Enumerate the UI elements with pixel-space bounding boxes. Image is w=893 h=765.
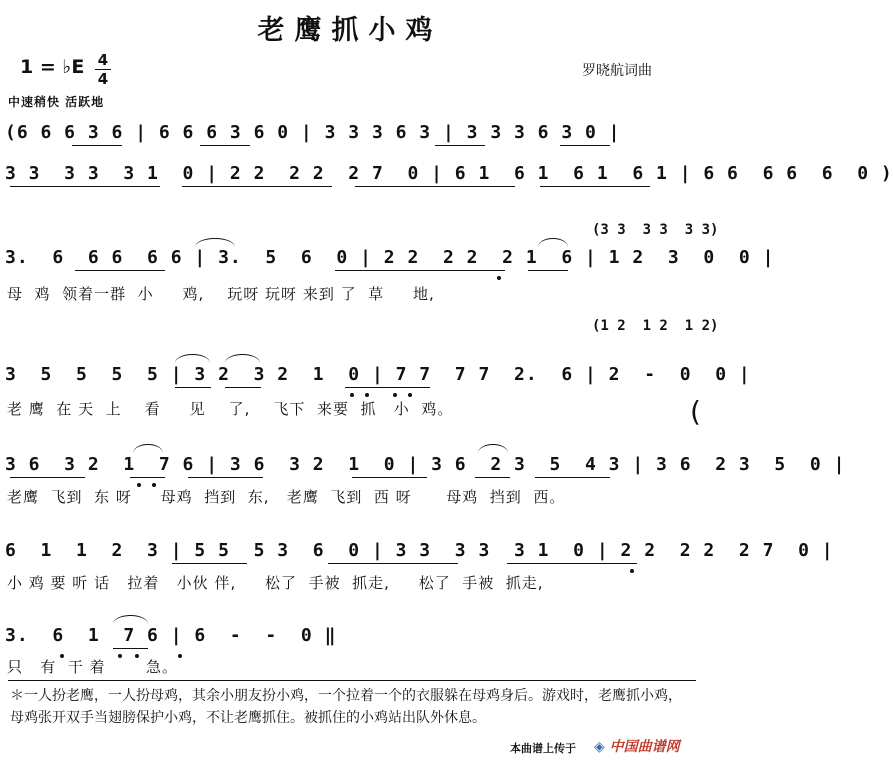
notation-line-7: 3. 6 1 7 6 | 6 - - 0 ‖ <box>5 625 337 646</box>
notation-line-4: 3 5 5 5 5 | 3 2 3 2 1 0 | 7 7 7 7 2. 6 | 2 - 0 0 | <box>5 364 751 385</box>
beam <box>10 477 85 478</box>
slur <box>225 354 260 363</box>
tempo-marking: 中速稍快 活跃地 <box>8 95 105 109</box>
beam <box>535 477 610 478</box>
bracket-mark: ( <box>690 395 701 428</box>
song-title: 老鹰抓小鸡 <box>257 15 443 46</box>
slur <box>133 444 163 453</box>
notation-line-6: 6 1 1 2 3 | 5 5 5 3 6 0 | 3 3 3 3 3 1 0 | 2 2 2 2 2 7 0 | <box>5 540 834 561</box>
notation-line-5: 3 6 3 2 1 7 6 | 3 6 3 2 1 0 | 3 6 2 3 5 4 3 | 3 6 2 3 5 0 | <box>5 454 846 475</box>
slur <box>113 615 148 624</box>
key-signature: 1 = ♭E <box>20 56 85 78</box>
beam <box>475 477 510 478</box>
low-octave-dot <box>497 276 501 280</box>
logo-mark-icon: ◈ <box>594 739 605 755</box>
beam <box>528 270 568 271</box>
lyrics-line-3: 母 鸡 领着一群 小 鸡, 玩呀 玩呀 来到 了 草 地, <box>7 285 435 303</box>
beam <box>328 563 458 564</box>
beam <box>225 387 261 388</box>
beam <box>560 145 610 146</box>
beam <box>507 563 637 564</box>
notation-line-3: 3. 6 6 6 6 6 | 3. 5 6 0 | 2 2 2 2 2 1 6 | 1 2 3 0 0 | <box>5 247 775 268</box>
notation-line-1: (6 6 6 3 6 | 6 6 6 3 6 0 | 3 3 3 6 3 | 3 3 3 6 3 0 | <box>5 122 621 143</box>
low-octave-dot <box>350 393 354 397</box>
beam <box>10 186 160 187</box>
beam <box>172 563 247 564</box>
lyrics-line-5: 老鹰 飞到 东 呀 母鸡 挡到 东, 老鹰 飞到 西 呀 母鸡 挡到 西。 <box>7 488 566 506</box>
beam <box>355 186 515 187</box>
beam <box>182 186 332 187</box>
footnote-text: ＊一人扮老鹰，一人扮母鸡，其余小朋友扮小鸡，一个拉着一个的衣服躲在母鸡身后。游戏时，老鹰抓小鸡，母鸡张开双手当翅膀保护小鸡，不让老鹰抓住。被抓住的小鸡站出队外休息。 <box>10 688 682 726</box>
beam <box>345 387 430 388</box>
grace-notes-line-3: (3 3 3 3 3 3) <box>592 222 719 238</box>
time-signature-top: 4 <box>97 51 109 69</box>
low-octave-dot <box>365 393 369 397</box>
slur <box>175 354 210 363</box>
time-signature <box>95 52 111 87</box>
lyrics-line-6: 小 鸡 要 听 话 拉着 小伙 伴, 松了 手被 抓走, 松了 手被 抓走, <box>7 574 544 592</box>
slur <box>195 238 235 247</box>
site-logo <box>594 736 680 756</box>
beam <box>75 270 165 271</box>
low-octave-dot <box>393 393 397 397</box>
source-note: 本曲谱上传于 <box>510 742 576 755</box>
lyrics-line-7: 只 有 干 着 急。 <box>7 658 178 676</box>
slur <box>478 444 508 453</box>
beam <box>175 387 211 388</box>
logo-text: 中国曲谱网 <box>609 739 680 755</box>
beam <box>435 145 485 146</box>
beam <box>72 145 122 146</box>
beam <box>188 477 263 478</box>
lyrics-line-4: 老 鹰 在 天 上 看 见 了, 飞下 来要 抓 小 鸡。 <box>7 400 454 418</box>
notation-line-2: 3 3 3 3 3 1 0 | 2 2 2 2 2 7 0 | 6 1 6 1 6 1 6 1 | 6 6 6 6 6 0 ) <box>5 163 893 184</box>
grace-notes-line-4: (1 2 1 2 1 2) <box>592 318 719 334</box>
low-octave-dot <box>408 393 412 397</box>
time-signature-bottom: 4 <box>97 70 109 88</box>
beam <box>540 186 650 187</box>
beam <box>200 145 250 146</box>
slur <box>538 238 568 247</box>
footnote-divider <box>8 680 696 681</box>
beam <box>352 477 427 478</box>
beam <box>130 477 165 478</box>
beam <box>335 270 505 271</box>
beam <box>113 648 148 649</box>
author-credit: 罗晓航词曲 <box>582 63 652 79</box>
